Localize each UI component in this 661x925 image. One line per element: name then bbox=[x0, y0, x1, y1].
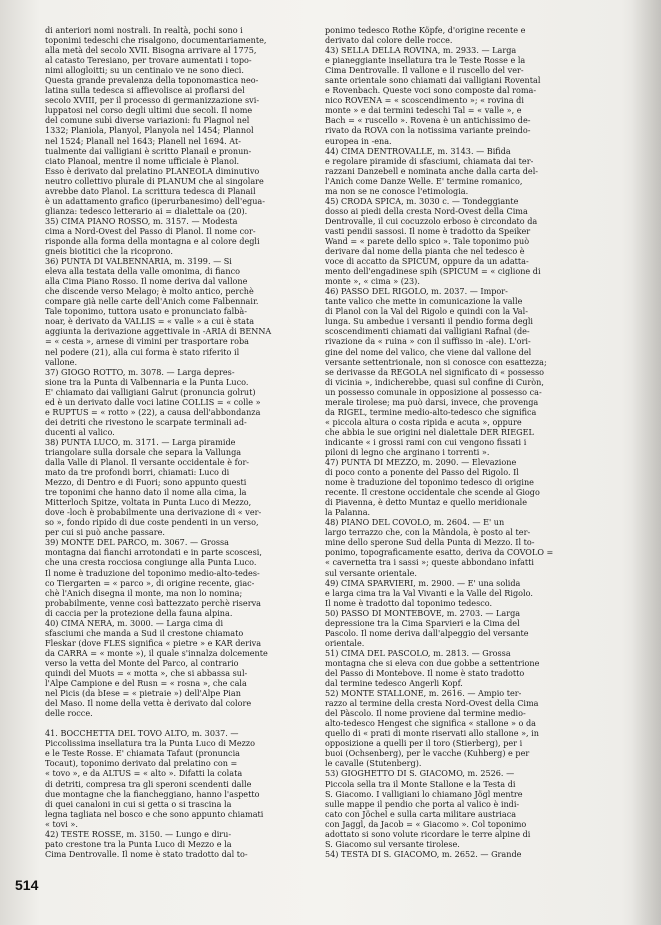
text-line: 37) GIOGO ROTTO, m. 3078. — Larga depres- bbox=[45, 366, 235, 377]
text-line: gine del nome del valico, che viene dal vallone del bbox=[325, 346, 532, 357]
text-line: sul versante orientale. bbox=[325, 567, 417, 578]
text-line: sulle mappe il pendio che porta al valico è indi- bbox=[325, 798, 520, 809]
text-line: verso la vetta del Monte del Parco, al contrario bbox=[45, 657, 239, 668]
text-line: 46) PASSO DEL RIGOLO, m. 2037. — Impor- bbox=[325, 286, 508, 297]
text-line: mento dell'engadinese spih (SPICUM = « ciglione di bbox=[325, 266, 541, 277]
text-line: l'Anich come Danze Welle. E' termine romanico, bbox=[325, 175, 523, 186]
text-line: Tocaut), toponimo derivato dal prelatino con = bbox=[45, 758, 238, 769]
text-line: dal termine tedesco Angerli Kopf. bbox=[325, 678, 463, 689]
text-line: vasti pendii sassosi. Il nome è tradotto da Speiker bbox=[325, 225, 531, 236]
text-line: Piccola sella tra il Monte Stallone e la Testa di bbox=[325, 778, 516, 789]
text-line: triangolare sulla dorsale che separa la Vallunga bbox=[45, 446, 242, 457]
text-line: derivato dal colore delle rocce. bbox=[325, 35, 453, 46]
text-line: 45) CRODA SPICA, m. 3030 c. — Tondeggiante bbox=[325, 195, 519, 206]
text-line: alla metà del secolo XVII. Bisogna arrivare al 1775, bbox=[45, 45, 257, 56]
text-line: toponimi tedeschi che risalgono, documentariamente, bbox=[45, 35, 267, 46]
text-line: mine dello sperone Sud della Punta di Mezzo. Il to- bbox=[325, 537, 535, 548]
text-line: e regolare piramide di sfasciumi, chiamata dai ter- bbox=[325, 155, 534, 166]
text-column-right bbox=[325, 25, 595, 859]
text-line: largo terrazzo che, con la Màndola, è posto al ter- bbox=[325, 527, 531, 538]
text-line: dalla Valle di Planol. Il versante occidentale è for- bbox=[45, 457, 250, 468]
text-line: 52) MONTE STALLONE, m. 2616. — Ampio ter- bbox=[325, 688, 522, 699]
text-line: alla Cima Piano Rosso. Il nome deriva dal vallone bbox=[45, 276, 248, 287]
text-line: Cima Dentrovalle. Il nome è stato tradotto dal to- bbox=[45, 848, 248, 859]
text-line: Mezzo, di Dentro e di Fuori; sono appunto questi bbox=[45, 477, 247, 488]
text-line: europea in -ena. bbox=[325, 135, 392, 146]
text-line: e Rovenbach. Queste voci sono composte dal roma- bbox=[325, 85, 537, 96]
text-line: Tale toponimo, tuttora usato e pronunciato falbà- bbox=[45, 306, 247, 317]
text-line: per cui si può anche passare. bbox=[45, 527, 165, 538]
text-line: 42) TESTE ROSSE, m. 3150. — Lungo e diru- bbox=[45, 828, 232, 839]
text-line: opposizione a quelli per il toro (Stierberg), per i bbox=[325, 738, 523, 749]
text-line: recente. Il crestone occidentale che scende al Giogo bbox=[325, 487, 540, 498]
page-number: 514 bbox=[15, 877, 39, 893]
text-line: depressione tra la Cima Sparvieri e la Cima del bbox=[325, 617, 520, 628]
text-line: monte », « cima » (23). bbox=[325, 276, 420, 287]
text-line: « tovo », e da ALTUS = « alto ». Difatti la colata bbox=[45, 768, 243, 779]
text-line: ducenti al valico. bbox=[45, 426, 115, 437]
text-line: monte » e dai termini tedeschi Tal = « valle », e bbox=[325, 105, 522, 116]
text-line: è un adattamento grafico (iperurbanesimo) dell'egua- bbox=[45, 195, 265, 206]
text-line: buoi (Ochsenberg), per le vacche (Kuhberg) e per bbox=[325, 748, 530, 759]
text-line: S. Giacomo. I valligiani lo chiamano Jögl mentre bbox=[325, 788, 523, 799]
text-line: Cima Dentrovalle. Il vallone e il ruscello del ver- bbox=[325, 65, 524, 76]
text-line: montagna dai fianchi arrotondati e in parte scoscesi, bbox=[45, 547, 262, 558]
text-line: le cavalle (Stutenberg). bbox=[325, 758, 422, 769]
text-line: co Tiergarten = « parco », di origine recente, giac- bbox=[45, 577, 255, 588]
text-line: Piccolissima insellatura tra la Punta Luco di Mezzo bbox=[45, 738, 256, 749]
text-line: che discende verso Melago; è molto antico, perchè bbox=[45, 286, 254, 297]
text-line: di anteriori nomi nostrali. In realtà, pochi sono i bbox=[45, 25, 243, 35]
text-line: un possesso comunale in opposizione al possesso ca- bbox=[325, 386, 542, 397]
text-line: nel Picis (da bIese = « pietraie ») dell'Alpe Pian bbox=[45, 688, 241, 699]
text-line: e RUPTUS = « rotto » (22), a causa dell'abbondanza bbox=[45, 406, 261, 417]
text-line: ma non se ne conosce l'etimologia. bbox=[325, 185, 469, 196]
text-line: cato con Jöchel e sulla carta militare austriaca bbox=[325, 808, 517, 819]
text-line: derivare dal nome della pianta che nel tedesco è bbox=[325, 246, 525, 257]
text-line: dosso ai piedi della cresta Nord-Ovest della Cima bbox=[325, 205, 528, 216]
text-line: del Maso. Il nome della vetta è derivato dal colore bbox=[45, 698, 252, 709]
text-line: « tovi ». bbox=[45, 818, 78, 829]
text-line: avrebbe dato Planol. La scrittura tedesca di Planail bbox=[45, 185, 256, 196]
text-line: cima a Nord-Ovest del Passo di Planol. Il nome cor- bbox=[45, 225, 256, 236]
text-line: adottato si sono volute ricordare le terre alpine di bbox=[325, 828, 531, 839]
text-line: nome è traduzione del toponimo tedesco di origine bbox=[325, 477, 534, 488]
text-line: da RIGEL, termine medio-alto-tedesco che significa bbox=[325, 406, 537, 417]
text-line: 54) TESTA DI S. GIACOMO, m. 2652. — Grande bbox=[325, 848, 522, 859]
text-line: S. Giacomo sul versante tirolese. bbox=[325, 838, 460, 849]
text-line: dove -loch è probabilmente una derivazione di « ver- bbox=[45, 507, 262, 518]
text-line: Questa grande prevalenza della toponomastica neo- bbox=[45, 75, 259, 86]
text-line: eleva alla testata della valle omonima, di fianco bbox=[45, 266, 241, 277]
text-line: sione tra la Punta di Valbennaria e la Punta Luco. bbox=[45, 376, 249, 387]
text-line: probabilmente, venne così battezzato perchè riserva bbox=[45, 597, 261, 608]
text-line: dei detriti che rivestono le scarpate terminali ad- bbox=[45, 416, 247, 427]
text-line: delle rocce. bbox=[45, 708, 93, 719]
text-line: 39) MONTE DEL PARCO, m. 3067. — Grossa bbox=[45, 537, 229, 548]
text-line: noar, è derivato da VALLIS = « valle » a cui è stata bbox=[45, 316, 255, 327]
text-line: risponde alla forma della montagna e al colore degli bbox=[45, 235, 260, 246]
text-line: Wand = « parete dello spico ». Tale toponimo può bbox=[325, 235, 530, 246]
text-line: Fleskar (dove FLES significa « pietre » e KAR deriva bbox=[45, 637, 262, 648]
text-line: chè l'Anich disegna il monte, ma non lo nomina; bbox=[45, 587, 243, 598]
text-line: 50) PASSO DI MONTEBOVE, m. 2703. — Larga bbox=[325, 607, 521, 618]
text-line: 53) GIOGHETTO DI S. GIACOMO, m. 2526. — bbox=[325, 768, 515, 779]
text-line: di detriti, compresa tra gli speroni scendenti dalle bbox=[45, 778, 252, 789]
text-line: tualmente dai valligiani è scritto Planail e pronun- bbox=[45, 145, 252, 156]
text-line: = « cesta », arnese di vimini per trasportare roba bbox=[45, 336, 249, 347]
text-line: E' chiamato dai valligiani Galrut (pronuncia golrut) bbox=[45, 386, 256, 397]
text-line: nel podere (21), alla cui forma è stato riferito il bbox=[45, 346, 240, 357]
text-line: sfasciumi che manda a Sud il crestone chiamato bbox=[45, 627, 244, 638]
text-line: e pianeggiante insellatura tra le Teste Rosse e la bbox=[325, 55, 526, 66]
text-line: di Piavenna, è detto Muntaz e quello meridionale bbox=[325, 497, 528, 508]
text-line: Esso è derivato dal prelatino PLANEOLA diminutivo bbox=[45, 165, 260, 176]
text-line: e le Teste Rosse. E' chiamata Tafaut (pronuncia bbox=[45, 748, 240, 759]
text-line: ponimo tedesco Rothe Köpfe, d'origine recente e bbox=[325, 25, 526, 35]
text-line bbox=[45, 718, 313, 728]
text-line: del Passo di Montebove. Il nome è stato tradotto bbox=[325, 668, 525, 678]
text-line: so », fondo ripido di due coste pendenti in un verso, bbox=[45, 517, 259, 528]
text-line: lunga. Su ambedue i versanti il pendio forma degli bbox=[325, 316, 534, 327]
text-line: al catasto Teresiano, per trovare aumentati i topo- bbox=[45, 55, 252, 66]
text-line: gneis biotitici che la ricoprono. bbox=[45, 246, 173, 257]
text-line: tante valico che mette in comunicazione la valle bbox=[325, 296, 523, 307]
page-edge-shadow bbox=[631, 0, 661, 925]
text-line: glianza: tedesco letterario ai = dialettale oa (20). bbox=[45, 205, 248, 216]
text-line: 1332; Planiola, Planyol, Planyola nel 1454; Plannol bbox=[45, 125, 254, 136]
text-column-left bbox=[45, 25, 313, 859]
text-line: Dentrovalle, il cui cocuzzolo erboso è circondato da bbox=[325, 215, 538, 226]
text-line: quindi del Muots = « motta », che si abbassa sul- bbox=[45, 668, 248, 678]
text-line: « cavernetta tra i sassi »; queste abbondano infatti bbox=[325, 557, 535, 568]
text-line: vallone. bbox=[45, 356, 78, 367]
text-line: luppatosi nel corso degli ultimi due secoli. Il nome bbox=[45, 105, 253, 116]
text-line: di vicinia », indicherebbe, quasi sul confine di Curòn, bbox=[325, 376, 544, 387]
text-line: 36) PUNTA DI VALBENNARIA, m. 3199. — Si bbox=[45, 256, 232, 267]
text-line: Bach = « ruscello ». Rovena è un antichissimo de- bbox=[325, 115, 531, 126]
text-line: razzo al termine della cresta Nord-Ovest della Cima bbox=[325, 698, 539, 709]
text-line: nico ROVENA = « scoscendimento »; « rovina di bbox=[325, 95, 524, 106]
text-line: che una cresta rocciosa congiunge alla Punta Luco. bbox=[45, 557, 257, 568]
text-line: di Planol con la Val del Rigolo e quindi con la Val- bbox=[325, 306, 528, 317]
text-line: merale tirolese; ma può darsi, invece, che provenga bbox=[325, 396, 539, 407]
text-line: 47) PUNTA DI MEZZO, m. 2090. — Elevazione bbox=[325, 457, 517, 468]
text-line: di caccia per la protezione della fauna alpina. bbox=[45, 607, 233, 618]
text-line: Pascolo. Il nome deriva dall'alpeggio del versante bbox=[325, 627, 529, 638]
text-line: aggiunta la derivazione aggettivale in -ARIA di BENNA bbox=[45, 326, 272, 337]
text-line: sante orientale sono chiamati dai valligiani Rovental bbox=[325, 75, 541, 86]
text-line: e larga cima tra la Val Vivanti e la Valle del Rigolo. bbox=[325, 587, 533, 598]
text-line: 48) PIANO DEL COVOLO, m. 2604. — E' un bbox=[325, 517, 505, 528]
text-line: di quei canaloni in cui si getta o si trascina la bbox=[45, 798, 232, 809]
text-line: montagna che si eleva con due gobbe a settentrione bbox=[325, 657, 540, 668]
text-line: la Palanna. bbox=[325, 507, 371, 518]
text-line: se derivasse da REGOLA nel significato di « possesso bbox=[325, 366, 545, 377]
text-line: con Jaggl, da Jacob = « Giacomo ». Col toponimo bbox=[325, 818, 527, 829]
text-line: di poco conto a ponente del Passo del Rigolo. Il bbox=[325, 467, 519, 478]
text-line: del Pàscolo. Il nome proviene dal termine medio- bbox=[325, 708, 526, 719]
text-line: versante settentrionale, non si conosce con esattezza; bbox=[325, 356, 547, 367]
text-line: latina sulla tedesca si affievolisce ai proflarsi del bbox=[45, 85, 245, 96]
text-line: 40) CIMA NERA, m. 3000. — Larga cima di bbox=[45, 617, 224, 628]
text-line: razzani Danzebell e nominata anche dalla carta del- bbox=[325, 165, 539, 176]
text-line: ponimo, topograficamente esatto, deriva da COVOLO = bbox=[325, 547, 554, 558]
text-line: quello di « prati di monte riservati allo stallone », in bbox=[325, 728, 539, 739]
text-line: rivato da ROVA con la notissima variante preindo- bbox=[325, 125, 531, 136]
text-line: neutro collettivo plurale di PLANUM che al singolare bbox=[45, 175, 264, 186]
text-line: 44) CIMA DENTROVALLE, m. 3143. — Bifida bbox=[325, 145, 511, 156]
text-line: nimi allogloitti; su un centinaio ve ne sono dieci. bbox=[45, 65, 244, 76]
text-line: Mitterloch Spitze, voltata in Punta Luco di Mezzo, bbox=[45, 497, 252, 508]
text-line: « piccola altura o costa ripida e acuta », oppure bbox=[325, 416, 522, 427]
text-line: voce di accatto da SPICUM, oppure da un adatta- bbox=[325, 256, 529, 267]
text-line: indicante « i grossi rami con cui vengono fissati i bbox=[325, 436, 527, 447]
text-line: pato crestone tra la Punta Luco di Mezzo e la bbox=[45, 838, 232, 849]
text-line: 35) CIMA PIANO ROSSO, m. 3157. — Modesta bbox=[45, 215, 238, 226]
text-line: 38) PUNTA LUCO, m. 3171. — Larga piramide bbox=[45, 436, 236, 447]
text-line: scoscendimenti chiamati dai valligiani Rafnal (de- bbox=[325, 326, 530, 337]
text-line: ciato Planoal, mentre il nome ufficiale è Planol. bbox=[45, 155, 240, 166]
text-line: 49) CIMA SPARVIERI, m. 2900. — E' una solida bbox=[325, 577, 521, 588]
text-line: tre toponimi che hanno dato il nome alla cima, la bbox=[45, 487, 247, 498]
text-line: nel 1524; Planall nel 1643; Planell nel 1694. At- bbox=[45, 135, 241, 146]
text-line: 51) CIMA DEL PASCOLO, m. 2813. — Grossa bbox=[325, 647, 511, 658]
text-line: da CARRA = « monte »), il quale s'innalza dolcemente bbox=[45, 647, 268, 658]
text-line: piloni di legno che arginano i torrenti ». bbox=[325, 446, 490, 457]
text-line: due montagne che la fiancheggiano, hanno l'aspetto bbox=[45, 788, 260, 799]
text-line: rivazione da « ruina » con il suffisso in -ale). L'ori- bbox=[325, 336, 531, 347]
text-line: orientale. bbox=[325, 637, 365, 648]
text-line: secolo XVIII, per il processo di germanizzazione svi- bbox=[45, 95, 260, 106]
text-line: 43) SELLA DELLA ROVINA, m. 2933. — Larga bbox=[325, 45, 517, 56]
text-line: compare già nelle carte dell'Anich come Falbennair. bbox=[45, 296, 259, 307]
text-line: 41. BOCCHETTA DEL TOVO ALTO, m. 3037. — bbox=[45, 728, 239, 739]
text-line: l'Alpe Campione e del Rusn = « rosna », che cala bbox=[45, 678, 247, 689]
text-line: legna tagliata nel bosco e che sono appunto chiamati bbox=[45, 808, 264, 819]
text-line: Il nome è tradotto dal toponimo tedesco. bbox=[325, 597, 493, 608]
text-line: mato da tre profondi borri, chiamati: Luco di bbox=[45, 467, 230, 478]
text-line: alto-tedesco Hengest che significa « stallone » o da bbox=[325, 718, 536, 729]
text-line: ed è un derivato dalle voci latine COLLIS = « colle » bbox=[45, 396, 261, 407]
text-line: Il nome è traduzione del toponimo medio-alto-tedes- bbox=[45, 567, 260, 578]
text-line: del comune subì diverse variazioni: fu Plagnol nel bbox=[45, 115, 250, 126]
text-line: che abbia le sue origini nel dialettale DER RIEGEL bbox=[325, 426, 534, 437]
